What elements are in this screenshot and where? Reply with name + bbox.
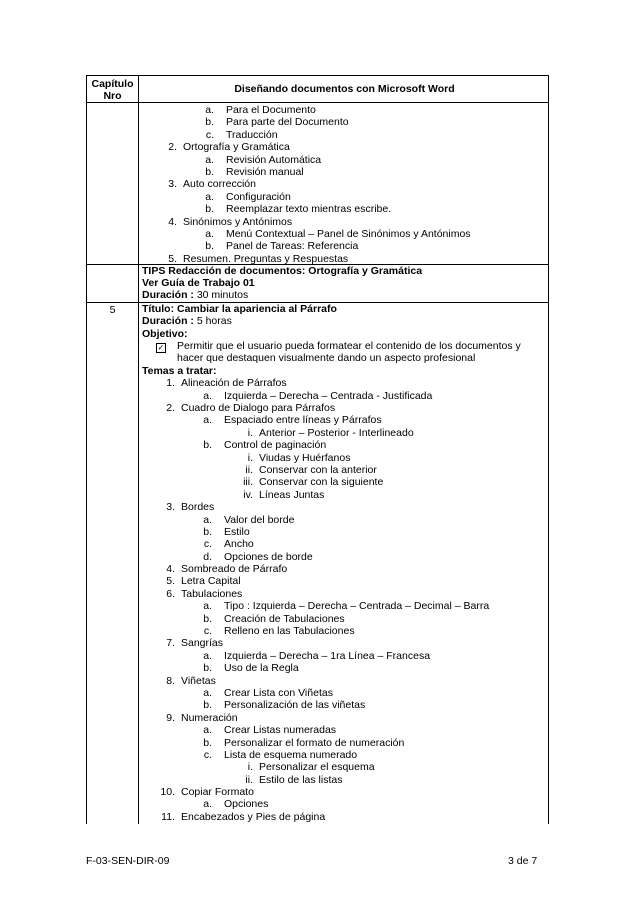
- list-item-marker: a.: [205, 104, 214, 116]
- list-item-marker: a.: [203, 798, 212, 811]
- list-item: [142, 414, 542, 426]
- list-item-text: Reemplazar texto mientras escribe.: [226, 203, 392, 216]
- list-item-marker: 3.: [168, 178, 177, 191]
- chapter-title: [142, 303, 542, 315]
- list-item: [147, 116, 542, 128]
- topics-label: Temas a tratar:: [142, 364, 217, 377]
- list-item-text: Menú Contextual – Panel de Sinónimos y Antónimos: [226, 227, 471, 240]
- list-item-marker: b.: [203, 699, 212, 712]
- list-item: [142, 452, 542, 464]
- list-item-marker: 2.: [168, 141, 177, 154]
- list-item: [142, 650, 542, 662]
- list-item-text: Sinónimos y Antónimos: [183, 215, 293, 228]
- list-item-text: Panel de Tareas: Referencia: [226, 240, 359, 253]
- chapter-number-cell: [87, 103, 139, 264]
- list-item-marker: a.: [203, 686, 212, 699]
- tips-duration-value: 30 minutos: [193, 289, 249, 302]
- list-item-text: Sombreado de Párrafo: [181, 563, 288, 576]
- list-item-text: Viñetas: [181, 674, 216, 687]
- tips-duration-label: Duración :: [142, 289, 194, 302]
- list-item-marker: a.: [205, 153, 214, 166]
- tips-cell: [139, 265, 549, 302]
- objective-text-line1: Permitir que el usuario pueda formatear el contenido de los documentos y: [177, 340, 521, 353]
- list-item-text: Tabulaciones: [181, 587, 243, 600]
- list-item: [142, 774, 542, 786]
- list-item: [147, 154, 542, 166]
- list-item-text: Espaciado entre líneas y Párrafos: [224, 414, 382, 427]
- list-item-text: Opciones: [224, 798, 269, 811]
- table-row: [87, 265, 549, 303]
- list-item-text: Lista de esquema numerado: [224, 748, 358, 761]
- list-item-text: Encabezados y Pies de página: [181, 810, 326, 823]
- list-item-marker: b.: [203, 736, 212, 749]
- list-item-marker: b.: [205, 116, 214, 129]
- objective-text-line2: hacer que destaquen visualmente dando un aspecto profesional: [177, 352, 476, 365]
- list-item-text: Uso de la Regla: [224, 662, 299, 675]
- list-item-text: Izquierda – Derecha – Centrada - Justificada: [224, 389, 433, 402]
- list-item-text: Sangrías: [181, 637, 224, 650]
- list-item-marker: b.: [205, 165, 214, 178]
- list-item: [142, 588, 542, 600]
- list-item-marker: 2.: [166, 401, 175, 414]
- chapter-header-line2: Nro: [103, 90, 122, 103]
- list-item-text: Alineación de Párrafos: [181, 377, 287, 390]
- list-item: [147, 203, 542, 215]
- list-item-marker: i.: [247, 426, 253, 439]
- list-item-text: Creación de Tabulaciones: [224, 612, 345, 625]
- list-item-text: Bordes: [181, 501, 215, 514]
- list-item-text: Cuadro de Dialogo para Párrafos: [181, 401, 336, 414]
- page-number: 3 de 7: [508, 855, 538, 867]
- list-item-marker: a.: [205, 227, 214, 240]
- list-item-marker: ii.: [245, 773, 253, 786]
- table-row: [87, 103, 549, 265]
- list-item-marker: b.: [203, 612, 212, 625]
- list-item: [147, 129, 542, 141]
- list-item: [147, 228, 542, 240]
- chapter-number-cell: 5: [87, 303, 139, 824]
- list-item: [142, 563, 542, 575]
- list-item-marker: ii.: [245, 463, 253, 476]
- list-item: [142, 476, 542, 488]
- list-item-text: Numeración: [181, 711, 238, 724]
- list-item-marker: iii.: [243, 476, 253, 489]
- list-item-marker: c.: [203, 538, 212, 551]
- topic-list: [139, 103, 549, 264]
- list-item-marker: 7.: [166, 637, 175, 650]
- list-item-marker: b.: [205, 240, 214, 253]
- list-item: [142, 786, 542, 798]
- chapter-title-label: Título:: [142, 302, 177, 315]
- chapter-duration-label: Duración :: [142, 315, 194, 328]
- list-item-text: Revisión Automática: [226, 153, 322, 166]
- list-item: [142, 699, 542, 711]
- chapter-content-cell: [139, 303, 549, 824]
- list-item: [147, 104, 542, 116]
- list-item: [142, 575, 542, 587]
- course-outline-table: [86, 75, 549, 824]
- list-item-text: Estilo: [224, 525, 250, 538]
- list-item: [142, 464, 542, 476]
- list-item: [147, 240, 542, 252]
- list-item-marker: b.: [203, 525, 212, 538]
- chapter-duration-value: 5 horas: [193, 315, 232, 328]
- list-item-marker: b.: [203, 662, 212, 675]
- list-item: [142, 724, 542, 736]
- list-item: [142, 662, 542, 674]
- list-item: [147, 216, 542, 228]
- list-item: [142, 687, 542, 699]
- list-item: [142, 737, 542, 749]
- objective-item: [142, 340, 542, 352]
- list-item-text: Líneas Juntas: [259, 488, 325, 501]
- list-item: [142, 749, 542, 761]
- list-item-text: Configuración: [226, 190, 291, 203]
- list-item-marker: b.: [203, 439, 212, 452]
- list-item-text: Personalizar el formato de numeración: [224, 736, 405, 749]
- list-item-text: Control de paginación: [224, 439, 327, 452]
- list-item-marker: a.: [203, 724, 212, 737]
- list-item: [147, 178, 542, 190]
- objective-label: Objetivo:: [142, 327, 188, 340]
- list-item-marker: 5.: [168, 252, 177, 264]
- tips-title: TIPS Redacción de documentos: Ortografía y Gramática: [142, 264, 423, 277]
- list-item-marker: 8.: [166, 674, 175, 687]
- objective-item-continued: [142, 352, 542, 364]
- list-item: [142, 798, 542, 810]
- list-item-marker: b.: [205, 203, 214, 216]
- list-item-text: Opciones de borde: [224, 550, 313, 563]
- list-item: [142, 551, 542, 563]
- list-item-marker: c.: [203, 748, 212, 761]
- checkbox-icon: ✓: [157, 343, 165, 353]
- list-item-marker: 5.: [166, 575, 175, 588]
- topic-list: [142, 377, 542, 824]
- list-item-marker: 4.: [166, 563, 175, 576]
- list-item-text: Estilo de las listas: [259, 773, 343, 786]
- list-item: [142, 600, 542, 612]
- list-item-text: Revisión manual: [226, 165, 304, 178]
- list-item-text: Para parte del Documento: [226, 116, 349, 129]
- list-item: [142, 712, 542, 724]
- list-item: [142, 538, 542, 550]
- document-code: F-03-SEN-DIR-09: [86, 855, 170, 867]
- list-item: [147, 166, 542, 178]
- list-item-marker: i.: [247, 761, 253, 774]
- list-item-marker: 10.: [160, 786, 175, 799]
- list-item-marker: a.: [203, 513, 212, 526]
- list-item-marker: c.: [205, 128, 214, 141]
- document-title: Diseñando documentos con Microsoft Word: [139, 76, 549, 102]
- list-item-marker: 9.: [166, 711, 175, 724]
- list-item: [142, 526, 542, 538]
- list-item: [147, 141, 542, 153]
- list-item: [142, 811, 542, 824]
- list-item-marker: i.: [247, 451, 253, 464]
- list-item-text: Izquierda – Derecha – 1ra Línea – Francesa: [224, 649, 431, 662]
- list-item: [142, 390, 542, 402]
- list-item: [142, 489, 542, 501]
- chapter-column-header: [87, 76, 139, 102]
- list-item-text: Viudas y Huérfanos: [259, 451, 351, 464]
- list-item: [142, 625, 542, 637]
- tips-guide: Ver Guía de Trabajo 01: [142, 277, 255, 290]
- list-item-text: Copiar Formato: [181, 786, 254, 799]
- list-item: [142, 402, 542, 414]
- list-item: [142, 613, 542, 625]
- list-item-text: Conservar con la anterior: [259, 463, 377, 476]
- list-item-text: Valor del borde: [224, 513, 295, 526]
- list-item: [147, 253, 542, 264]
- list-item: [142, 427, 542, 439]
- chapter-title-value: Cambiar la apariencia al Párrafo: [177, 302, 337, 315]
- list-item-text: Para el Documento: [226, 104, 316, 116]
- list-item-marker: 1.: [166, 377, 175, 390]
- list-item-text: Personalización de las viñetas: [224, 699, 366, 712]
- list-item-marker: a.: [203, 649, 212, 662]
- list-item-text: Anterior – Posterior - Interlineado: [259, 426, 414, 439]
- list-item-marker: a.: [203, 414, 212, 427]
- list-item-text: Crear Listas numeradas: [224, 724, 337, 737]
- list-item-text: Tipo : Izquierda – Derecha – Centrada – Decimal – Barra: [224, 600, 490, 613]
- list-item-text: Ancho: [224, 538, 254, 551]
- list-item-marker: a.: [203, 389, 212, 402]
- list-item-marker: c.: [203, 625, 212, 638]
- list-item: [142, 514, 542, 526]
- list-item: [142, 637, 542, 649]
- list-item-text: Letra Capital: [181, 575, 241, 588]
- list-item: [142, 501, 542, 513]
- list-item-marker: a.: [203, 600, 212, 613]
- list-item-marker: d.: [203, 550, 212, 563]
- list-item-text: Crear Lista con Viñetas: [224, 686, 333, 699]
- list-item: [142, 761, 542, 773]
- chapter-header-line1: Capítulo: [91, 78, 134, 90]
- table-header-row: [87, 76, 549, 103]
- list-item-marker: 11.: [161, 810, 175, 823]
- chapter-duration: [142, 315, 542, 327]
- list-item-text: Ortografía y Gramática: [183, 141, 290, 154]
- list-item-text: Auto corrección: [183, 178, 256, 191]
- table-row: [87, 303, 549, 824]
- list-item-text: Conservar con la siguiente: [259, 476, 384, 489]
- list-item-text: Personalizar el esquema: [259, 761, 375, 774]
- list-item: [142, 675, 542, 687]
- list-item-marker: 4.: [168, 215, 177, 228]
- list-item-marker: a.: [205, 190, 214, 203]
- list-item: [147, 191, 542, 203]
- list-item: [142, 439, 542, 451]
- tips-duration: [142, 289, 542, 301]
- list-item: [142, 377, 542, 389]
- list-item-marker: 6.: [166, 587, 175, 600]
- chapter-number-cell: [87, 265, 139, 302]
- list-item-text: Traducción: [226, 128, 278, 141]
- list-item-text: Resumen. Preguntas y Respuestas: [183, 252, 349, 264]
- list-item-text: Relleno en las Tabulaciones: [224, 625, 355, 638]
- list-item-marker: iv.: [243, 488, 253, 501]
- list-item-marker: 3.: [166, 501, 175, 514]
